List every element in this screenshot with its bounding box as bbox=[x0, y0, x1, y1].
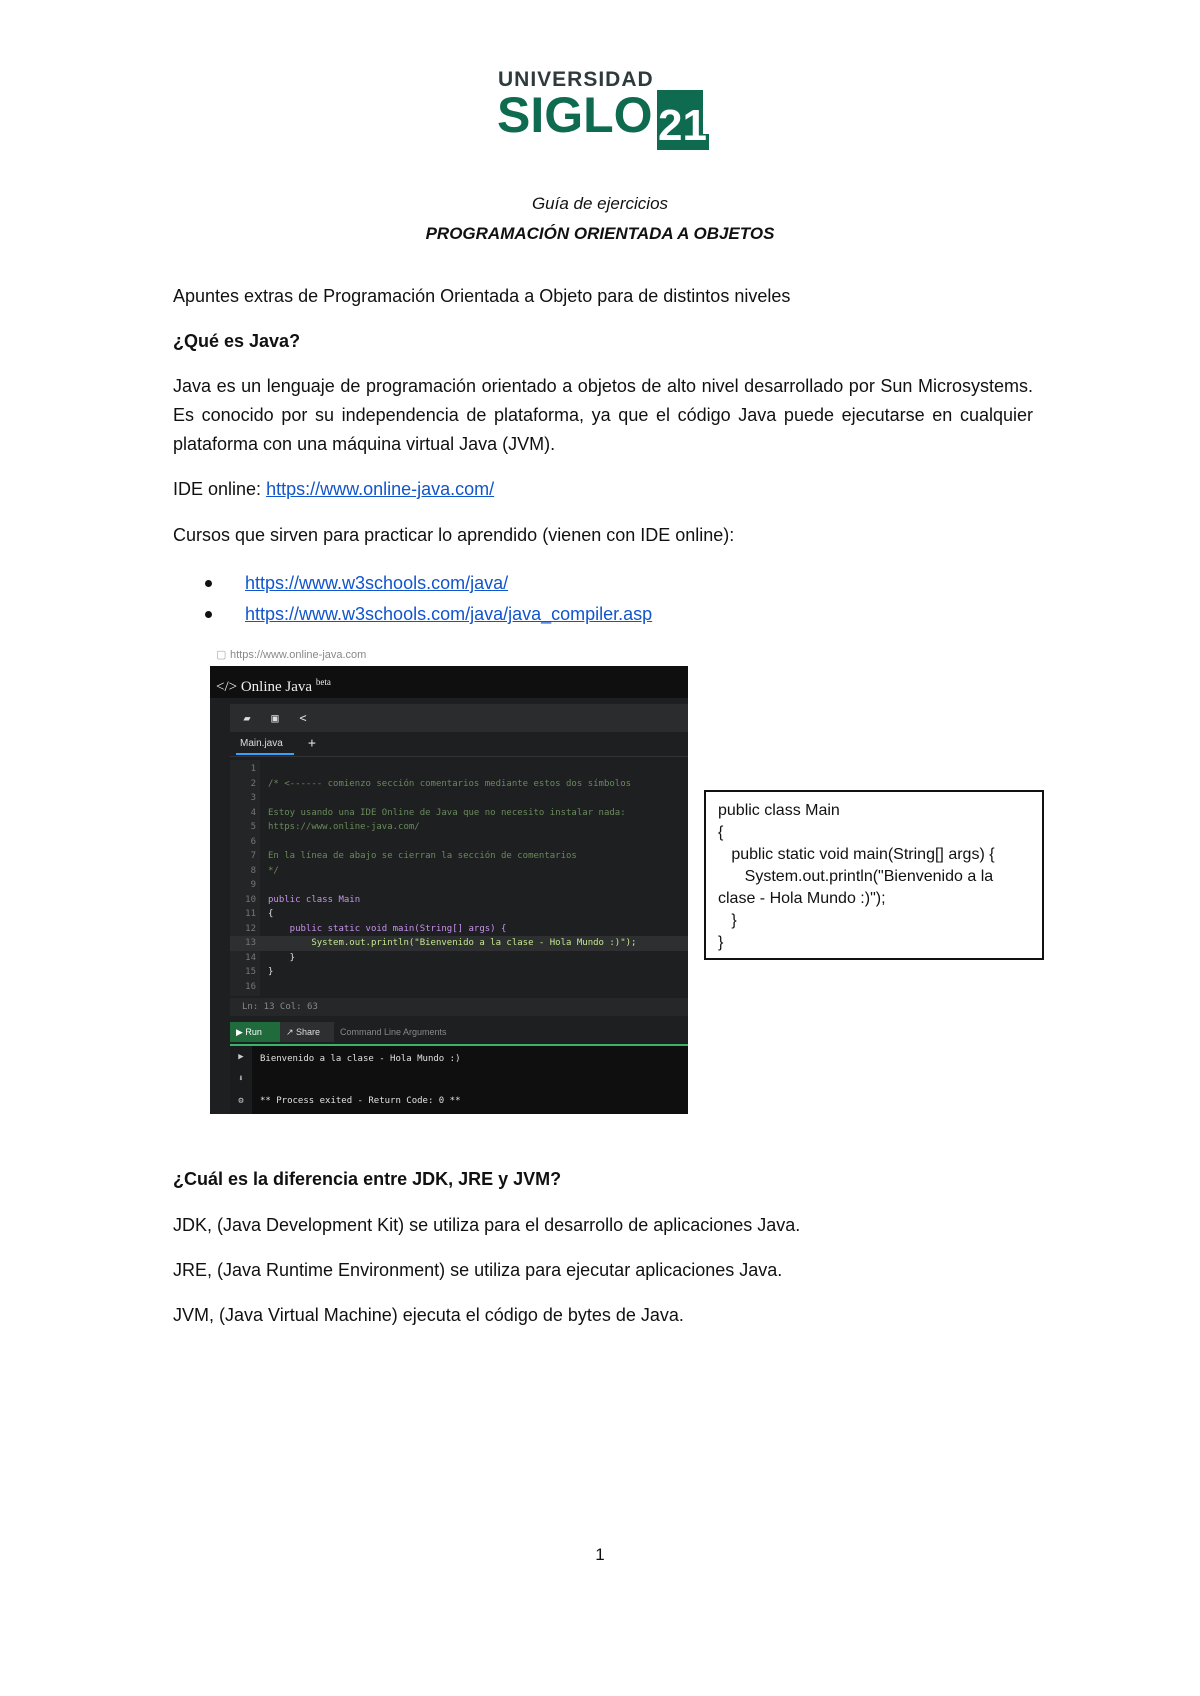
line-number: 4 bbox=[250, 807, 256, 818]
line-number: 8 bbox=[250, 865, 256, 876]
line-number: 1 bbox=[250, 764, 256, 774]
course-link[interactable]: https://www.w3schools.com/java/ bbox=[245, 573, 509, 593]
code-line: public static void main(String[] args) { bbox=[718, 846, 995, 863]
online-java-screenshot bbox=[210, 644, 688, 1114]
jvm-definition: JVM, (Java Virtual Machine) ejecuta el código de bytes de Java. bbox=[173, 1305, 684, 1325]
page-icon: ▢ bbox=[216, 649, 227, 661]
browser-url: https://www.online-java.com bbox=[230, 649, 367, 661]
ide-toolbar bbox=[230, 704, 688, 732]
line-number: 13 bbox=[245, 938, 256, 948]
ide-online-line bbox=[173, 475, 1033, 504]
code-line: public class Main bbox=[718, 802, 840, 819]
code-editor-line bbox=[230, 878, 688, 893]
courses-list bbox=[205, 568, 652, 630]
section-heading-jdk-jre-jvm: ¿Cuál es la diferencia entre JDK, JRE y JVM? bbox=[173, 1169, 562, 1189]
code-editor-line bbox=[230, 980, 688, 995]
intro-text: Apuntes extras de Programación Orientada a Objeto para de distintos niveles bbox=[173, 286, 791, 306]
svg-text:21: 21 bbox=[658, 101, 707, 150]
code-text: https://www.online-java.com/ bbox=[268, 822, 420, 832]
line-number: 12 bbox=[245, 923, 256, 934]
code-editor-line bbox=[230, 951, 688, 966]
code-text: public class Main bbox=[268, 894, 361, 905]
save-icon: ▣ bbox=[271, 711, 279, 725]
courses-label: Cursos que sirven para practicar lo aprendido (vienen con IDE online): bbox=[173, 525, 735, 545]
folder-icon: ▰ bbox=[243, 711, 251, 725]
logo-universidad-text: UNIVERSIDAD bbox=[498, 68, 654, 91]
bullet-icon bbox=[205, 611, 212, 618]
code-text: } bbox=[268, 967, 274, 977]
jre-definition: JRE, (Java Runtime Environment) se utiliza para ejecutar aplicaciones Java. bbox=[173, 1260, 783, 1280]
ide-code-editor bbox=[230, 760, 688, 996]
line-number: 16 bbox=[245, 981, 256, 992]
code-editor-line bbox=[230, 835, 688, 850]
line-number: 15 bbox=[245, 967, 256, 977]
code-text: Estoy usando una IDE Online de Java que no necesito instalar nada: bbox=[268, 807, 626, 818]
code-text: public static void main(String[] args) { bbox=[268, 923, 507, 934]
ide-online-label: IDE online: bbox=[173, 479, 267, 499]
code-editor-line bbox=[230, 907, 688, 922]
section-heading-what-is-java: ¿Qué es Java? bbox=[173, 331, 301, 351]
download-icon: ⬇ bbox=[238, 1074, 244, 1084]
code-editor-line bbox=[230, 864, 688, 879]
page-number: 1 bbox=[595, 1545, 605, 1564]
tab-main-java: Main.java bbox=[236, 732, 294, 755]
java-description: Java es un lenguaje de programación orientado a objetos de alto nivel desarrollado por Sun Microsystems. Es conocido por su independencia de plataforma, ya que el código Java puede ejecutarse en cualquier plataforma con una máquina virtual Java (JVM). bbox=[173, 376, 1033, 454]
line-number: 5 bbox=[250, 822, 256, 832]
output-line: Bienvenido a la clase - Hola Mundo :) bbox=[260, 1054, 461, 1064]
ide-brand bbox=[210, 666, 688, 698]
code-editor-line bbox=[230, 936, 688, 951]
code-text: System.out.println("Bienvenido a la clase - Hola Mundo :)"); bbox=[268, 938, 637, 948]
line-number: 9 bbox=[250, 880, 256, 890]
logo-21-badge bbox=[653, 90, 709, 150]
course-title: PROGRAMACIÓN ORIENTADA A OBJETOS bbox=[425, 224, 775, 243]
code-example-box bbox=[704, 790, 1044, 960]
code-line: System.out.println("Bienvenido a la bbox=[718, 868, 994, 885]
settings-icon: ⚙ bbox=[238, 1096, 244, 1106]
ide-run-bar bbox=[230, 1020, 688, 1046]
line-number: 11 bbox=[245, 909, 256, 919]
ide-tabs bbox=[230, 732, 688, 757]
code-editor-line bbox=[230, 849, 688, 864]
code-editor-line bbox=[230, 777, 688, 792]
share-icon: < bbox=[299, 711, 307, 725]
ide-beta-tag: beta bbox=[315, 677, 331, 687]
code-text: */ bbox=[268, 865, 279, 876]
code-line: } bbox=[718, 912, 737, 929]
jdk-definition: JDK, (Java Development Kit) se utiliza para el desarrollo de aplicaciones Java. bbox=[173, 1215, 801, 1235]
code-line: } bbox=[718, 934, 724, 951]
code-editor-line bbox=[230, 791, 688, 806]
code-editor-line bbox=[230, 965, 688, 980]
ide-online-link[interactable]: https://www.online-java.com/ bbox=[266, 479, 495, 499]
line-number: 10 bbox=[245, 894, 256, 905]
line-number: 2 bbox=[250, 778, 256, 789]
command-line-arguments-field: Command Line Arguments bbox=[334, 1022, 688, 1042]
code-editor-line bbox=[230, 922, 688, 937]
code-text: } bbox=[268, 952, 296, 963]
line-number: 3 bbox=[250, 793, 256, 803]
list-item bbox=[205, 599, 652, 630]
run-button: ▶ Run bbox=[230, 1022, 282, 1042]
output-line: ** Process exited - Return Code: 0 ** bbox=[260, 1096, 461, 1106]
code-editor-line bbox=[230, 806, 688, 821]
add-tab-icon: + bbox=[308, 736, 316, 751]
console-icon: ▶ bbox=[238, 1052, 244, 1062]
code-editor-line bbox=[230, 820, 688, 835]
code-editor-line bbox=[230, 893, 688, 908]
ide-status-bar: Ln: 13 Col: 63 bbox=[230, 998, 688, 1016]
guide-subtitle: Guía de ejercicios bbox=[531, 194, 669, 213]
browser-url-bar bbox=[210, 644, 688, 666]
code-text: /* <------ comienzo sección comentarios mediante estos dos símbolos bbox=[268, 778, 632, 789]
list-item bbox=[205, 568, 652, 599]
console-side-icons bbox=[230, 1046, 252, 1114]
code-editor-line bbox=[230, 762, 688, 777]
line-number: 7 bbox=[250, 851, 256, 861]
line-number: 6 bbox=[250, 836, 256, 847]
logo-siglo-text: SIGLO bbox=[497, 87, 653, 143]
share-button: ↗ Share bbox=[280, 1022, 336, 1042]
university-logo bbox=[498, 68, 718, 158]
code-line: clase - Hola Mundo :)"); bbox=[718, 890, 886, 907]
ide-output-console bbox=[230, 1046, 688, 1114]
course-link[interactable]: https://www.w3schools.com/java/java_compiler.asp bbox=[245, 604, 653, 624]
code-line: { bbox=[718, 824, 724, 841]
code-text: { bbox=[268, 909, 274, 919]
ide-brand-text: </> Online Java bbox=[216, 679, 313, 695]
bullet-icon bbox=[205, 580, 212, 587]
line-number: 14 bbox=[245, 952, 256, 963]
code-text: En la línea de abajo se cierran la sección de comentarios bbox=[268, 851, 577, 861]
